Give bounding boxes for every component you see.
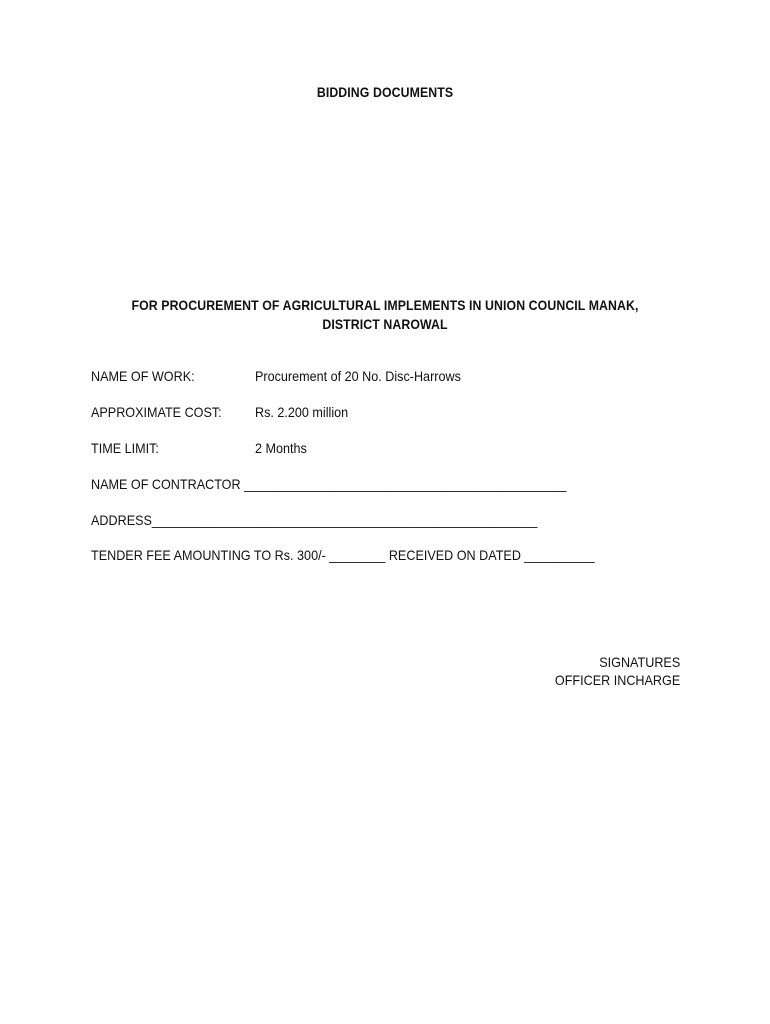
name-of-work-label: NAME OF WORK: bbox=[91, 368, 195, 384]
time-limit-value: 2 Months bbox=[255, 440, 307, 456]
approximate-cost-label: APPROXIMATE COST: bbox=[91, 404, 222, 420]
document-subtitle-line-1: FOR PROCUREMENT OF AGRICULTURAL IMPLEMENTS IN UNION COUNCIL MANAK, bbox=[131, 297, 639, 313]
signature-block bbox=[541, 653, 680, 689]
document-subtitle-line-2: DISTRICT NAROWAL bbox=[322, 316, 448, 332]
address-line: ADDRESS_______________________________________________________ bbox=[91, 512, 538, 528]
document-title: BIDDING DOCUMENTS bbox=[316, 84, 454, 100]
officer-incharge-label: OFFICER INCHARGE bbox=[554, 672, 680, 688]
tender-fee-line: TENDER FEE AMOUNTING TO Rs. 300/- ________ RECEIVED ON DATED __________ bbox=[91, 547, 595, 563]
contractor-name-line: NAME OF CONTRACTOR ______________________________________________ bbox=[91, 476, 567, 492]
signatures-label: SIGNATURES bbox=[599, 654, 680, 670]
time-limit-label: TIME LIMIT: bbox=[91, 440, 159, 456]
name-of-work-value: Procurement of 20 No. Disc-Harrows bbox=[255, 368, 461, 384]
approximate-cost-value: Rs. 2.200 million bbox=[255, 404, 349, 420]
